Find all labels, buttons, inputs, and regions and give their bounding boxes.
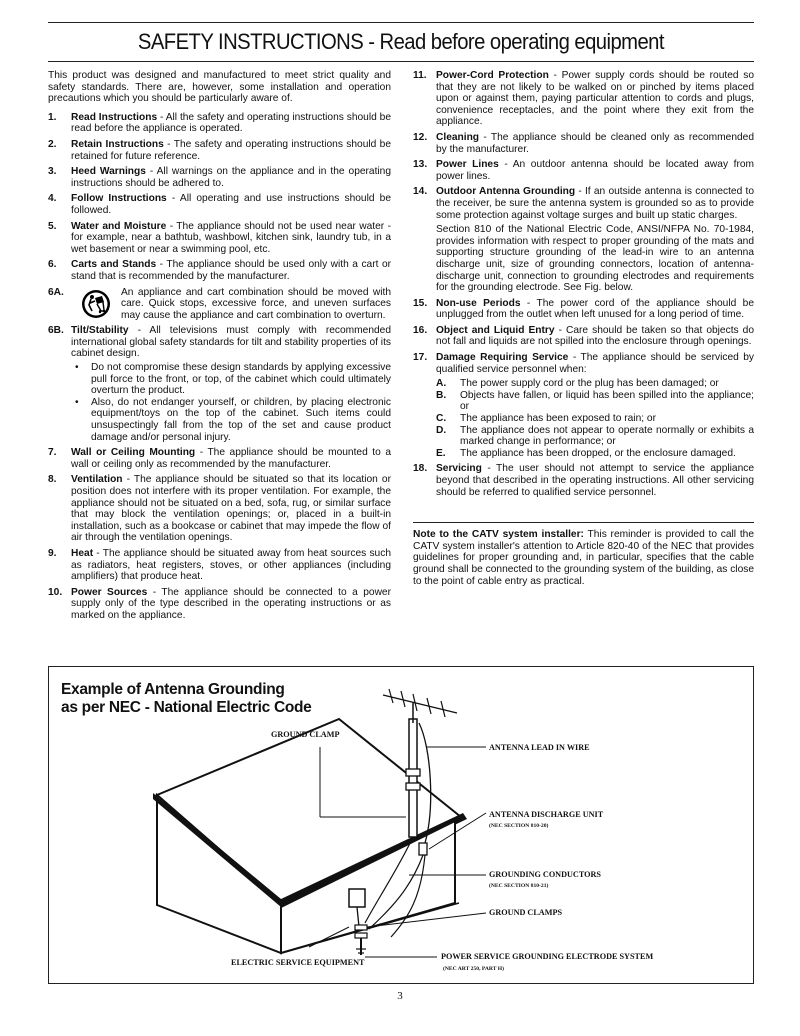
label-discharge-unit: ANTENNA DISCHARGE UNIT xyxy=(489,810,604,819)
intro-paragraph: This product was designed and manufactured to meet strict quality and safety standards. There are, however, some installation and operation precautions which you should be particularly aware of. xyxy=(48,70,391,105)
page-title: SAFETY INSTRUCTIONS - Read before operating equipment xyxy=(137,29,665,54)
page-header xyxy=(48,22,754,62)
sub-text: The appliance has been dropped, or the enclosure damaged. xyxy=(460,447,736,459)
list-item xyxy=(48,221,391,256)
sub-letter: C. xyxy=(436,413,447,425)
item-number: 14. xyxy=(413,186,428,198)
item-text: - An outdoor antenna should be located away from power lines. xyxy=(436,159,754,182)
bullet-item: • Also, do not endanger yourself, or children, by placing electronic equipment/toys on the top of the cabinet. Such items could unsuspectingly fall from the top of the set and cause product damage and/or personal injury. xyxy=(71,397,391,443)
figure-title xyxy=(61,681,312,717)
item-text: - The appliance should not be used near water - for example, near a bathtub, washbowl, kitchen sink, laundry tub, in a wet basement or near a swimming pool, etc. xyxy=(71,220,391,255)
item-text: An appliance and cart combination should be moved with care. Quick stops, excessive force, and uneven surfaces may cause the appliance and cart combination to overturn. xyxy=(121,286,391,321)
antenna-mast xyxy=(409,719,417,837)
item-number: 16. xyxy=(413,324,428,336)
item-heading: Power-Cord Protection xyxy=(436,70,549,81)
item-paragraph: Section 810 of the National Electric Code, ANSI/NFPA No. 70-1984, provides information with respect to proper grounding of the mats and supporting structure grounding of the lead-in wire to an antenna discharge unit, size of grounding connectors, location of antenna-discharge unit, connection to grounding electrodes and requirements for the grounding electrode. See Fig. below. xyxy=(436,224,754,294)
item-number: 2. xyxy=(48,138,57,150)
item-17 xyxy=(413,352,754,459)
catv-note xyxy=(413,522,754,587)
item-text: - The power cord of the appliance should be unplugged from the outlet when left unused for a long period of time. xyxy=(436,297,754,321)
item-number: 6. xyxy=(48,259,57,271)
item-text: - The safety and operating instructions should be retained for future reference. xyxy=(71,138,391,162)
label-electrode-system: POWER SERVICE GROUNDING ELECTRODE SYSTEM xyxy=(441,952,654,961)
label-electrode-sub: (NEC ART 250, PART H) xyxy=(443,966,504,972)
item-heading: Servicing xyxy=(436,463,482,475)
sub-text: Objects have fallen, or liquid has been spilled into the appliance; or xyxy=(460,389,754,413)
sub-text: The appliance has been exposed to rain; or xyxy=(460,413,656,425)
item-number: 10. xyxy=(48,586,63,598)
note-heading: Note to the CATV system installer: xyxy=(413,529,584,541)
item-text: - All operating and use instructions should be followed. xyxy=(71,193,392,216)
item-heading: Retain Instructions xyxy=(71,138,164,150)
item-text: - The appliance should be used only with a cart or stand that is recommended by the manufacturer. xyxy=(71,259,391,282)
item-number: 11. xyxy=(413,70,427,81)
item-text: - The appliance should be situated away from heat sources such as radiators, heat registers, stoves, or other appliances (including amplifiers) that produce heat. xyxy=(71,547,391,583)
item-number: 9. xyxy=(48,547,57,559)
sub-item xyxy=(436,378,754,390)
item-text: - All the safety and operating instructions should be read before the appliance is operated. xyxy=(71,111,391,135)
item-text: - The appliance should be situated so that its location or position does not interfere with its proper ventilation. For example, the appliance should not be situated on a bed, sofa, rug, or similar surface that may block the ventilation openings; or, placed in a built-in installation, such as a bookcase or cabinet that may impede the flow of air through the ventilation openings. xyxy=(71,474,391,544)
label-conductors-sub: (NEC SECTION 810-21) xyxy=(489,883,549,889)
item-14 xyxy=(413,186,754,293)
item-heading: Outdoor Antenna Grounding xyxy=(436,186,576,198)
item-text: - The appliance should be serviced by qualified service personnel when: xyxy=(436,352,754,375)
label-antenna-lead: ANTENNA LEAD IN WIRE xyxy=(489,743,590,752)
figure-title-line-2: as per NEC - National Electric Code xyxy=(61,699,312,716)
item-number: 7. xyxy=(48,447,57,459)
item-text: - Care should be taken so that objects do not fall and liquids are not spilled into the enclosure through openings. xyxy=(436,324,754,348)
note-text: This reminder is provided to call the CATV system installer's attention to Article 820-40 of the NEC that provides guidelines for proper grounding and, in particular, specifies that the cable ground shall be connected to the grounding system of the building, as close to the point of cable entry as practical. xyxy=(413,529,754,587)
list-item xyxy=(48,447,391,470)
bullet-dot: • xyxy=(75,362,79,374)
list-item xyxy=(413,159,754,182)
item-text: - If an outside antenna is connected to the receiver, be sure the antenna system is grounded so as to provide some protection against voltage surges and built up static charges. xyxy=(436,186,754,221)
sub-letter: D. xyxy=(436,424,447,436)
sub-letter: B. xyxy=(436,389,447,401)
list-item xyxy=(48,474,391,544)
sub-item xyxy=(436,413,754,425)
item-text: - The user should not attempt to service the appliance beyond that described in the operating instructions. All other servicing should be referred to qualified service personnel. xyxy=(436,463,754,498)
item-heading: Read Instructions xyxy=(71,111,158,123)
list-item xyxy=(413,70,754,128)
bullet-dot: • xyxy=(75,396,79,408)
electric-service-box xyxy=(349,889,365,907)
item-number: 8. xyxy=(48,474,57,486)
item-6b xyxy=(48,325,391,443)
cart-tipover-warning-icon xyxy=(71,287,121,322)
label-ground-clamp: GROUND CLAMP xyxy=(271,730,340,739)
sub-letter: E. xyxy=(436,447,446,459)
item-number: 6A. xyxy=(48,286,64,298)
list-item xyxy=(48,548,391,583)
sub-list xyxy=(436,378,754,459)
page-number: 3 xyxy=(397,990,403,1002)
label-discharge-sub: (NEC SECTION 810-20) xyxy=(489,823,549,829)
item-6a xyxy=(48,287,391,322)
item-number: 15. xyxy=(413,297,428,309)
item-text: - All televisions must comply with recommended international global safety standards for tilt and stability properties of its cabinet design. xyxy=(71,325,391,360)
item-number: 6B. xyxy=(48,325,64,337)
item-heading: Power Sources xyxy=(71,586,148,598)
label-ground-clamps: GROUND CLAMPS xyxy=(489,908,563,917)
item-number: 5. xyxy=(48,220,57,232)
bullet-list xyxy=(71,362,391,443)
list-item xyxy=(48,112,391,135)
list-item xyxy=(48,587,391,622)
sub-item xyxy=(436,390,754,413)
item-heading: Ventilation xyxy=(71,474,123,486)
sub-item xyxy=(436,425,754,448)
figure-title-line-1: Example of Antenna Grounding xyxy=(61,681,285,698)
item-number: 18. xyxy=(413,463,428,475)
item-heading: Cleaning xyxy=(436,131,480,143)
list-item xyxy=(48,193,391,216)
label-grounding-conductors: GROUNDING CONDUCTORS xyxy=(489,870,601,879)
item-heading: Non-use Periods xyxy=(436,297,521,309)
label-electric-service: ELECTRIC SERVICE EQUIPMENT xyxy=(231,958,365,967)
bullet-item: • Do not compromise these design standards by applying excessive pull force to the front, or top, of the cabinet which could ultimately overturn the product. xyxy=(71,362,391,397)
item-number: 1. xyxy=(48,111,57,123)
sub-letter: A. xyxy=(436,378,447,390)
item-text: - All warnings on the appliance and in the operating instructions should be adhered to. xyxy=(71,166,392,189)
item-heading: Water and Moisture xyxy=(71,220,167,232)
sub-text: The appliance does not appear to operate normally or exhibits a marked change in performance; or xyxy=(460,424,754,448)
item-number: 4. xyxy=(48,193,57,205)
item-text: - The appliance should be cleaned only as recommended by the manufacturer. xyxy=(436,131,754,155)
list-item xyxy=(413,132,754,155)
item-heading: Heat xyxy=(71,547,94,559)
item-text: - The appliance should be mounted to a wall or ceiling only as recommended by the manufacturer. xyxy=(71,447,391,470)
item-heading: Carts and Stands xyxy=(71,259,157,271)
item-heading: Follow Instructions xyxy=(71,193,167,205)
item-heading: Power Lines xyxy=(436,159,499,171)
list-item xyxy=(413,298,754,321)
item-text: - Power supply cords should be routed so that they are not likely to be walked on or pinched by items placed upon or against them, paying particular attention to cords and plugs, convenience receptacles, and the point where they exit from the appliance. xyxy=(436,70,754,128)
item-number: 3. xyxy=(48,166,57,178)
sub-text: The power supply cord or the plug has been damaged; or xyxy=(460,378,719,390)
item-18 xyxy=(413,463,754,498)
item-heading: Tilt/Stability xyxy=(71,325,129,337)
sub-item xyxy=(436,448,754,460)
discharge-unit xyxy=(419,843,427,855)
left-column xyxy=(48,70,391,626)
list-item xyxy=(413,325,754,348)
list-item xyxy=(48,139,391,162)
right-column xyxy=(413,70,754,587)
item-heading: Heed Warnings xyxy=(71,166,146,178)
item-heading: Object and Liquid Entry xyxy=(436,324,555,336)
list-item xyxy=(48,259,391,282)
item-text: - The appliance should be connected to a power supply only of the type described in the operating instructions or as marked on the appliance. xyxy=(71,586,391,621)
antenna-grounding-figure xyxy=(48,666,754,984)
item-number: 13. xyxy=(413,159,428,171)
item-number: 17. xyxy=(413,352,428,364)
item-heading: Wall or Ceiling Mounting xyxy=(71,447,196,459)
list-item xyxy=(48,166,391,189)
item-number: 12. xyxy=(413,131,428,143)
item-heading: Damage Requiring Service xyxy=(436,352,569,364)
